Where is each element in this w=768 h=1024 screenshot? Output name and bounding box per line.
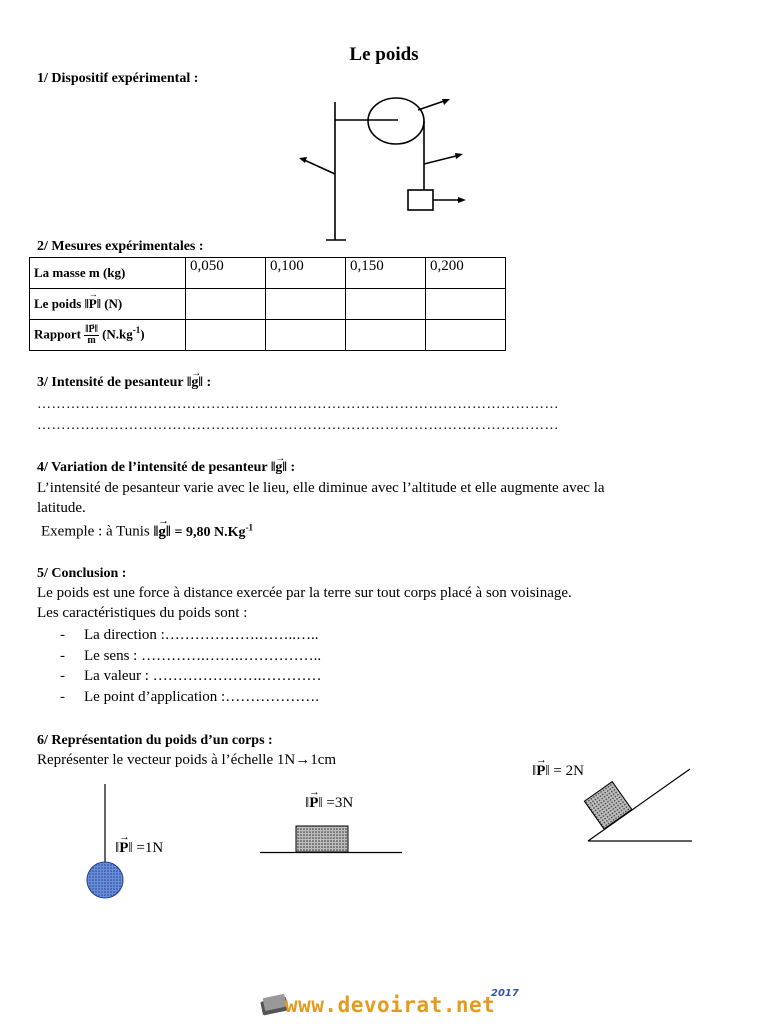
section6-instruction: Représenter le vecteur poids à l’échelle 1N→1cm [37, 752, 337, 768]
answer-line[interactable]: ……………………………………………………………………………………………… [37, 418, 559, 433]
table-row [30, 289, 506, 320]
ratio-cell[interactable] [346, 320, 426, 351]
section4-heading-text: 4/ Variation de l’intensité de pesanteur [37, 460, 268, 475]
section3-heading: 3/ Intensité de pesanteur ‖→ g‖ : [37, 375, 211, 391]
section6-heading: 6/ Représentation du poids d’un corps : [37, 733, 273, 748]
weight-cell[interactable] [426, 289, 506, 320]
ratio-fraction [84, 325, 99, 346]
weight-value: =1N [136, 840, 164, 856]
weight-label-prefix: Le poids [34, 296, 82, 311]
weight-label-2n: ‖→ P‖ = 2N [532, 763, 584, 780]
section4-example: Exemple : à Tunis ‖→ g‖ = 9,80 $N.Kg^{-1}$ [41, 522, 253, 541]
list-item-text[interactable]: Le point d’application :………………. [84, 689, 319, 705]
table-row [30, 258, 506, 289]
ratio-cell[interactable] [266, 320, 346, 351]
ratio-unit-close: ) [140, 325, 145, 341]
section2-heading: 2/ Mesures expérimentales : [37, 239, 204, 254]
ratio-unit: (N.kg [102, 325, 133, 341]
section5-text: Le poids est une force à distance exercée par la terre sur tout corps placé à son voisinage. [37, 585, 572, 601]
arrow-string [424, 155, 460, 164]
list-dash: - [60, 689, 65, 705]
weight-label-unit: (N) [104, 296, 123, 311]
weight-label-3n: ‖→ P‖ =3N [305, 795, 353, 812]
arrow-pulley [418, 100, 447, 110]
vector-p: → P [119, 840, 128, 857]
ratio-numerator: ‖→ P‖ [84, 325, 99, 336]
example-prefix: Exemple : à Tunis [41, 523, 150, 540]
section4-heading-colon: : [290, 460, 296, 475]
mass-value: 0,200 [426, 258, 506, 289]
ratio-label [30, 320, 186, 351]
example-exponent: -1 [245, 522, 253, 532]
ball [87, 862, 123, 898]
page-title: Le poids [349, 44, 419, 65]
list-dash: - [60, 648, 65, 664]
inclined-plane-figure [580, 765, 695, 845]
answer-line[interactable]: ……………………………………………………………………………………………… [37, 397, 559, 412]
site-name[interactable]: www.devoirat.net [285, 993, 496, 1017]
weight-label: Le poids ‖→ P‖ (N) [30, 289, 186, 320]
section5-text: Les caractéristiques du poids sont : [37, 605, 248, 621]
vector-g: → g [191, 375, 198, 391]
site-year: 2017 [491, 988, 519, 999]
weight-cell[interactable] [266, 289, 346, 320]
vector-p: → P [89, 296, 97, 312]
table-row [30, 320, 506, 351]
mass-value: 0,100 [266, 258, 346, 289]
pulley [368, 98, 424, 144]
mass-value: 0,050 [186, 258, 266, 289]
section4-text: L’intensité de pesanteur varie avec le lieu, elle diminue avec l’altitude et elle augmente avec la [37, 480, 605, 496]
ratio-cell[interactable] [426, 320, 506, 351]
ratio-cell[interactable] [186, 320, 266, 351]
block-on-ground-figure [258, 822, 406, 856]
weight-value: =3N [326, 795, 354, 811]
weight-cell[interactable] [346, 289, 426, 320]
vector-p: → P [536, 763, 545, 780]
measurements-table [29, 257, 506, 351]
hanging-mass [408, 190, 433, 210]
list-item-text[interactable]: La direction :……………….……..….. [84, 627, 319, 643]
mass-label: La masse m (kg) [30, 258, 186, 289]
weight-value: = 2N [553, 763, 584, 779]
vector-p: → P [309, 795, 318, 812]
section5-heading: 5/ Conclusion : [37, 566, 127, 581]
section4-text: latitude. [37, 500, 86, 516]
ratio-label-prefix: Rapport [34, 325, 81, 341]
vector-g: → g [158, 524, 166, 541]
list-dash: - [60, 668, 65, 684]
list-item-text[interactable]: La valeur : ………………….………… [84, 668, 322, 684]
ratio-denominator: m [87, 334, 96, 346]
weight-label-1n: ‖→ P‖ =1N [115, 840, 163, 857]
vector-g: → g [275, 460, 282, 476]
ratio-unit-exponent: -1 [132, 324, 141, 335]
mass-value: 0,150 [346, 258, 426, 289]
section1-heading: 1/ Dispositif expérimental : [37, 71, 199, 86]
section3-heading-colon: : [206, 375, 212, 390]
list-item-text[interactable]: Le sens : ………….…….…………….. [84, 648, 322, 664]
block-on-slope [584, 782, 631, 829]
arrow-pole [302, 159, 335, 174]
experimental-setup-diagram [290, 92, 480, 247]
section4-heading: 4/ Variation de l’intensité de pesanteur ‖→ g‖ : [37, 460, 295, 476]
vector-p: → P [88, 325, 94, 335]
example-value: = 9,80 N.Kg [174, 524, 246, 540]
section3-heading-text: 3/ Intensité de pesanteur [37, 375, 184, 390]
block [296, 826, 348, 852]
weight-cell[interactable] [186, 289, 266, 320]
list-dash: - [60, 627, 65, 643]
